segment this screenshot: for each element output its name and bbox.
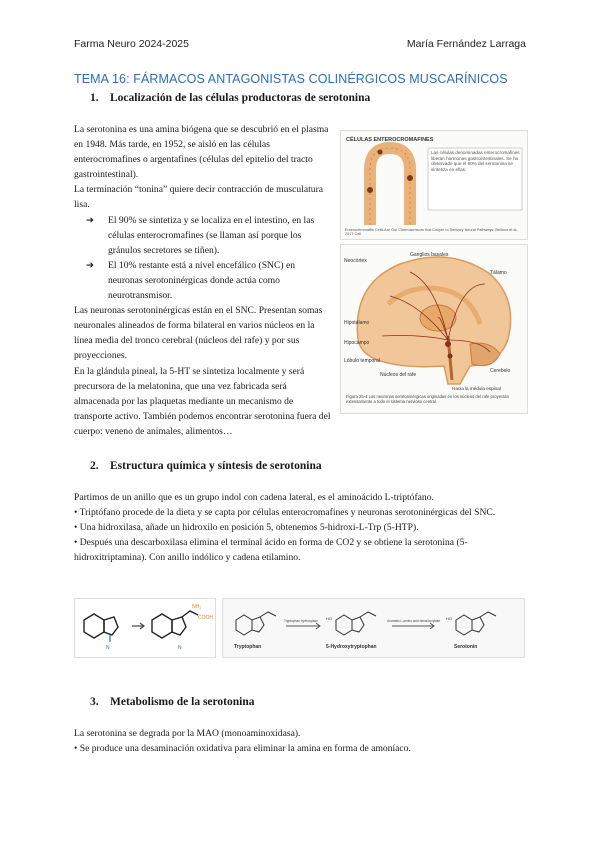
raphe-nuclei-marker <box>445 341 451 347</box>
carboxyl-group-label: COOH <box>198 615 213 621</box>
arrow-bullet-icon: ➔ <box>86 259 95 271</box>
paragraph: En la glándula pineal, la 5-HT se sintetiza localmente y será precursora de la melatonina, que una vez fabricada será almacenada por las plaquetas mediante un mecanismo de transporte activo. También podemos encontrar serotonina fuera del cuerpo: veneno de animales, alimentos… <box>74 365 331 437</box>
bullet-item <box>74 258 332 303</box>
brain-label: Hacia la médula espinal <box>452 386 501 391</box>
brain-label: Ganglios basales <box>410 252 449 258</box>
section-2-heading <box>90 460 322 472</box>
bullet-text: El 10% restante está a nivel encefálico (SNC) en neuronas serotoninérgicas donde actúa como neurotransmisor. <box>108 259 296 302</box>
svg-text:N: N <box>178 645 182 651</box>
brain-label: Lóbulo temporal <box>344 358 380 364</box>
paragraph: La serotonina se degrada por la MAO (monoaminoxidasa). <box>74 728 301 739</box>
ec-cell-marker <box>378 150 383 155</box>
hydroxyl-label: HO <box>326 616 332 621</box>
ec-cell-marker <box>367 187 373 193</box>
brain-label: Hipotálamo <box>344 320 370 326</box>
arrow-bullet-icon: ➔ <box>86 214 95 226</box>
brain-label: Núcleos del rafe <box>380 372 417 378</box>
paragraph: La terminación “tonina” quiere decir contracción de musculatura lisa. <box>74 184 324 211</box>
ec-cell-marker <box>407 175 413 181</box>
brain-label: Hipocampo <box>344 340 370 346</box>
header-course: Farma Neuro 2024-2025 <box>74 38 189 50</box>
section-3-heading <box>90 696 255 708</box>
section-3-body <box>74 726 526 756</box>
figure-title: CÉLULAS ENTEROCROMAFINES <box>346 137 434 143</box>
section-1-heading <box>90 92 370 104</box>
brain-label: Neocórtex <box>344 258 367 264</box>
figure-note: Las células denominadas enterocromafines liberan hormonas gastrointestinales. Se ha observado que el 90% del serotonina se sintetiza en ellas. <box>431 150 520 172</box>
section-1-body <box>74 122 332 439</box>
compound-name: 5-Hydroxytryptophan <box>326 644 377 650</box>
section-title: Localización de las células productoras de serotonina <box>110 92 371 104</box>
svg-text:N: N <box>106 645 110 651</box>
section-2-body <box>74 490 526 565</box>
bullet-item <box>74 213 332 258</box>
brain-label: Tálamo <box>490 270 507 276</box>
enzyme-label: Tryptophan hydroxylase <box>284 619 318 623</box>
section-title: Metabolismo de la serotonina <box>110 696 255 708</box>
hydroxyl-label: HO <box>446 616 452 621</box>
enterochromaffin-figure <box>340 130 528 240</box>
enzyme-label: Aromatic L-amino acid decarboxylase <box>387 619 441 623</box>
topic-title: TEMA 16: FÁRMACOS ANTAGONISTAS COLINÉRGICOS MUSCARÍNICOS <box>74 72 508 86</box>
chemistry-figure <box>74 598 526 658</box>
bullet-item: • Después una descarboxilasa elimina el terminal ácido en forma de CO2 y se obtiene la serotonina (5-hidroxitriptamina). Con anillo indólico y cadena etilamino. <box>74 537 468 564</box>
paragraph: Partimos de un anillo que es un grupo indol con cadena lateral, es el aminoácido L-triptófano. <box>74 492 434 503</box>
header-author: María Fernández Larraga <box>406 38 526 50</box>
raphe-nuclei-marker <box>448 354 453 359</box>
bullet-item: • Una hidroxilasa, añade un hidroxilo en posición 5, obtenemos 5-hidroxi-L-Trp (5-HTP). <box>74 522 419 534</box>
compound-name: Serotonin <box>454 644 478 650</box>
figure-caption: Enterochromaffin Cells Are Gut Chemosensors that Couple to Sensory Neural Pathways. Bellono et al., 2017 Cell <box>345 228 519 237</box>
section-title: Estructura química y síntesis de serotonina <box>110 460 322 472</box>
brain-figure <box>340 244 528 414</box>
section-number: 3. <box>90 696 99 708</box>
bullet-item: • Se produce una desaminación oxidativa para eliminar la amina en forma de amoníaco. <box>74 743 411 755</box>
section-number: 1. <box>90 92 99 104</box>
compound-name: Tryptophan <box>234 644 262 650</box>
bullet-text: El 90% se sintetiza y se localiza en el intestino, en las células enterocromafines (se llaman así porque los gránulos secretores se tiñen). <box>108 214 315 256</box>
section-number: 2. <box>90 460 99 472</box>
bullet-item: • Triptófano procede de la dieta y se capta por células enterocromafines y neuronas serotoninérgicas del SNC. <box>74 507 496 519</box>
figure-caption: Figura 25-4 Las neuronas serotoninérgicas originadas en los núcleos del rafe proyectan extensamente a todo el sistema nervioso central. <box>346 394 509 404</box>
brain-label: Cerebelo <box>490 368 511 374</box>
amine-group-label: NH₂ <box>192 604 202 610</box>
paragraph: Las neuronas serotoninérgicas están en el SNC. Presentan somas neuronales alineados de forma bilateral en varios núcleos en la línea media del tronco cerebral (núcleos del rafe) y por sus proyecciones. <box>74 305 323 362</box>
paragraph: La serotonina es una amina biógena que se descubrió en el plasma en 1948. Más tarde, en 1952, se aisló en las células enterocromafines o argentafines (células del epitelio del tracto gastrointestinal). <box>74 124 329 181</box>
